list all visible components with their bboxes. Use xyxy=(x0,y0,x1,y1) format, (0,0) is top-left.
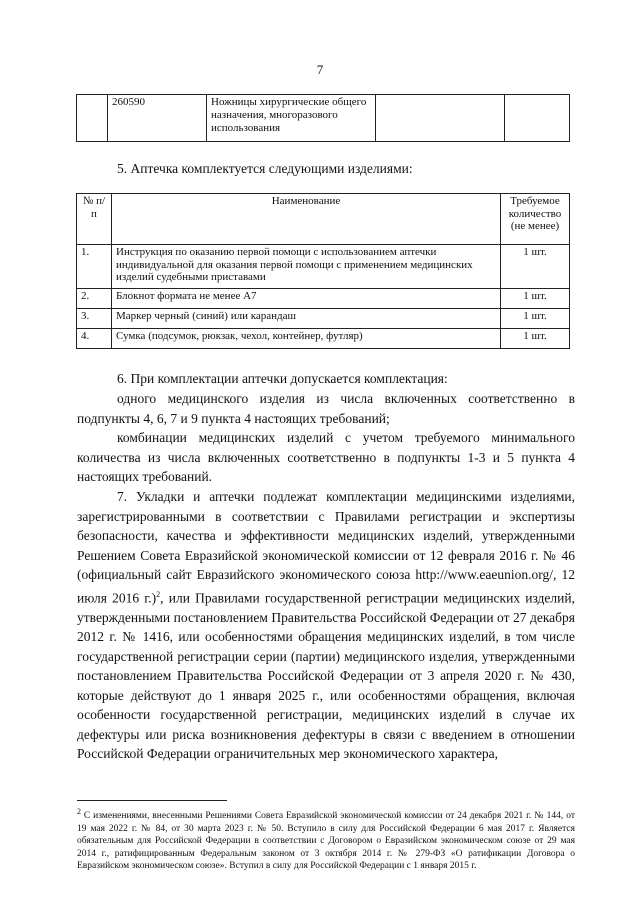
table-header-row xyxy=(77,194,570,245)
paragraph-6-option-b: комбинации медицинских изделий с учетом требуемого минимального количества из числа включенных соответственно в подпункты 1-3 и 5 пункта 4 настоящих требований. xyxy=(77,430,575,484)
row-name: Инструкция по оказанию первой помощи с использованием аптечки индивидуальной для оказания первой помощи с применением медицинских изделий судебными приставами xyxy=(112,245,501,289)
row-number: 4. xyxy=(77,329,112,349)
footnote-divider xyxy=(77,800,227,801)
table-cell-empty xyxy=(376,95,505,142)
table-cell-code: 260590 xyxy=(108,95,207,142)
table-continuation xyxy=(76,94,570,142)
section-5-heading: 5. Аптечка комплектуется следующими изделиями: xyxy=(117,161,413,176)
table-row xyxy=(77,309,570,329)
row-name: Сумка (подсумок, рюкзак, чехол, контейнер, футляр) xyxy=(112,329,501,349)
row-quantity: 1 шт. xyxy=(501,245,570,289)
paragraph-6-option-a: одного медицинского изделия из числа включенных соответственно в подпункты 4, 6, 7 и 9 пункта 4 настоящих требований; xyxy=(77,391,575,426)
header-number: № п/п xyxy=(77,194,112,245)
row-name: Блокнот формата не менее А7 xyxy=(112,289,501,309)
table-cell-empty xyxy=(505,95,570,142)
row-quantity: 1 шт. xyxy=(501,289,570,309)
row-number: 2. xyxy=(77,289,112,309)
paragraph-6-heading: 6. При комплектации аптечки допускается комплектация: xyxy=(117,371,448,386)
footnote-text: С изменениями, внесенными Решениями Совета Евразийской экономической комиссии от 24 декабря 2021 г. № 144, от 19 мая 2022 г. № 84, от 30 марта 2023 г. № 50. Вступило в силу для Российской Федерации 6 мая 2017 г. Является обязательным для Российской Федерации в соответствии с Договором о Евразийском экономическом союзе от 29 мая 2014 г., ратифицированным Федеральным законом от 3 октября 2014 г. № 279-ФЗ «О ратификации Договора о Евразийском экономическом союзе». Вступил в силу для Российской Федерации с 1 января 2015 г. xyxy=(77,811,575,872)
table-row xyxy=(77,289,570,309)
table-cell-empty xyxy=(77,95,108,142)
paragraph-7-part2: , или Правилами государственной регистрации медицинских изделий, утвержденными постановлением Правительства Российской Федерации от 27 декабря 2012 г. № 1416, или особенностями обращения медицинских изделий, в том числе государственной регистрации серии (партии) медицинского изделия, утвержденными постановлением Правительства Российской Федерации от 3 апреля 2020 г. № 430, которые действуют до 1 января 2025 г., или особенностями обращения, включая особенности государственной регистрации, медицинских изделий в случае их дефектуры или риска возникновения дефектуры в связи с введением в отношении Российской Федерации ограничительных мер экономического характера, xyxy=(77,590,575,761)
row-quantity: 1 шт. xyxy=(501,309,570,329)
table-row xyxy=(77,245,570,289)
header-quantity: Требуемое количество (не менее) xyxy=(501,194,570,245)
page-number: 7 xyxy=(316,62,324,77)
table-cell-name: Ножницы хирургические общего назначения, многоразового использования xyxy=(207,95,376,142)
row-number: 1. xyxy=(77,245,112,289)
footnote-ref: 2 xyxy=(156,589,161,599)
row-quantity: 1 шт. xyxy=(501,329,570,349)
paragraph-7-part1: 7. Укладки и аптечки подлежат комплектации медицинскими изделиями, зарегистрированными в соответствии с Правилами регистрации и экспертизы безопасности, качества и эффективности медицинских изделий, утвержденными Решением Совета Евразийской экономической комиссии от 12 февраля 2016 г. № 46 (официальный сайт Евразийского экономического союза http://www.eaeunion.org/, 12 июля 2016 г.) xyxy=(77,489,575,605)
items-table xyxy=(76,193,570,349)
row-name: Маркер черный (синий) или карандаш xyxy=(112,309,501,329)
table-row xyxy=(77,95,570,142)
footnote-marker: 2 xyxy=(77,807,81,816)
table-row xyxy=(77,329,570,349)
footnote xyxy=(77,806,575,873)
header-name: Наименование xyxy=(112,194,501,245)
row-number: 3. xyxy=(77,309,112,329)
paragraph-7 xyxy=(77,487,575,764)
